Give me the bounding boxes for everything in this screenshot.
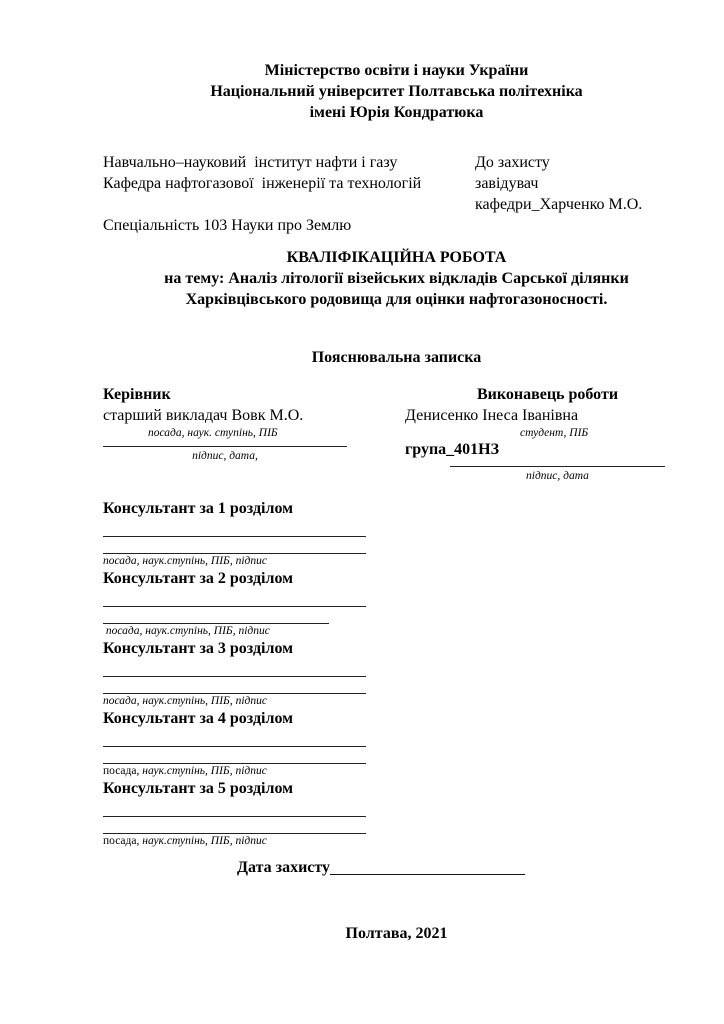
signature-caption xyxy=(103,624,690,638)
defense-date-row xyxy=(103,854,690,879)
caption-italic-part: наук.ступінь, ПІБ, підпис xyxy=(142,765,267,777)
consultant-heading: Консультант за 2 розділом xyxy=(103,570,294,587)
signatories-block xyxy=(103,384,690,483)
signature-line xyxy=(103,537,366,554)
executor-caption: студент, ПІБ xyxy=(520,427,589,439)
executor-column xyxy=(405,384,690,483)
institute-line: Навчально–науковий інститут нафти і газу xyxy=(103,154,398,171)
supervisor-role: Керівник xyxy=(103,386,171,403)
university-line-1: Національний університет Полтавська політехніка xyxy=(210,83,583,100)
supervisor-name: старший викладач Вовк М.О. xyxy=(103,407,304,424)
signature-line xyxy=(103,817,366,834)
university-line-2: імені Юрія Кондратюка xyxy=(309,104,484,121)
consultant-heading: Консультант за 1 розділом xyxy=(103,500,294,517)
caption-plain-part: посада, xyxy=(103,835,143,847)
consultant-section-3 xyxy=(103,638,690,708)
consultant-section-5 xyxy=(103,778,690,848)
signature-line xyxy=(103,747,366,764)
signature-line xyxy=(103,607,329,624)
blank-line xyxy=(103,194,475,215)
signature-caption xyxy=(103,764,690,778)
work-title-block xyxy=(103,247,690,310)
signature-line xyxy=(103,677,366,694)
ministry-header xyxy=(103,60,690,123)
consultant-heading: Консультант за 4 розділом xyxy=(103,710,294,727)
defense-date-label: Дата захисту xyxy=(237,859,331,876)
consultant-section-4 xyxy=(103,708,690,778)
ministry-line: Міністерство освіти і науки України xyxy=(264,62,529,79)
approval-line-2: завідувач xyxy=(475,175,539,192)
executor-signature-caption: підпис, дата xyxy=(526,470,589,482)
signature-line xyxy=(103,730,366,747)
executor-name: Денисенко Інеса Іванівна xyxy=(405,407,579,424)
consultant-heading: Консультант за 5 розділом xyxy=(103,780,294,797)
approval-line-1: До захисту xyxy=(475,154,550,171)
signature-caption xyxy=(103,694,690,708)
caption-italic-part: наук.ступінь, ПІБ, підпис xyxy=(142,835,267,847)
specialty-line: Спеціальність 103 Науки про Землю xyxy=(103,217,352,234)
signature-line xyxy=(103,520,366,537)
work-type: КВАЛІФІКАЦІЙНА РОБОТА xyxy=(286,249,507,266)
consultant-heading: Консультант за 3 розділом xyxy=(103,640,294,657)
work-topic-line-2: Харківцівського родовища для оцінки нафтогазоносності. xyxy=(185,291,608,308)
chair-line: Кафедра нафтогазової інженерії та технологій xyxy=(103,175,422,192)
city-year-footer: Полтава, 2021 xyxy=(345,925,448,942)
signature-caption xyxy=(103,554,690,568)
supervisor-signature-caption: підпис, дата, xyxy=(192,450,258,462)
executor-role: Виконавець роботи xyxy=(476,386,619,403)
signature-line xyxy=(103,660,366,677)
approval-line-3: кафедри_Харченко М.О. xyxy=(475,196,643,213)
supervisor-caption: посада, наук. ступінь, ПІБ xyxy=(148,427,278,439)
caption-italic-part: посада, наук.ступінь, ПІБ, підпис xyxy=(103,695,267,707)
signature-line xyxy=(103,590,366,607)
department-block xyxy=(103,152,690,236)
executor-group: група_401НЗ xyxy=(405,441,500,458)
caption-plain-part: посада, xyxy=(103,765,143,777)
caption-italic-part: посада, наук.ступінь, ПІБ, підпис xyxy=(103,625,270,637)
consultant-section-2 xyxy=(103,568,690,638)
signature-line xyxy=(103,800,366,817)
executor-signature-line xyxy=(450,460,665,467)
consultant-section-1 xyxy=(103,498,690,568)
supervisor-signature-line xyxy=(103,440,347,447)
defense-date-blank-line xyxy=(330,857,525,875)
consultants-block xyxy=(103,498,690,848)
work-topic-line-1: на тему: Аналіз літології візейських відкладів Сарської ділянки xyxy=(164,270,629,287)
caption-italic-part: посада, наук.ступінь, ПІБ, підпис xyxy=(103,555,267,567)
explanatory-note-subtitle: Пояснювальна записка xyxy=(311,349,482,366)
approval-column xyxy=(475,152,690,236)
signature-caption xyxy=(103,834,690,848)
supervisor-column xyxy=(103,384,405,483)
department-left-column xyxy=(103,152,475,236)
